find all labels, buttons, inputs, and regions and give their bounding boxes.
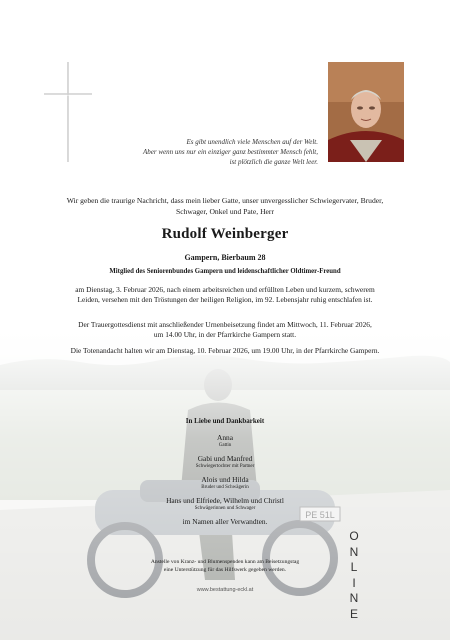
intro-paragraph: Wir geben die traurige Nachricht, dass mein lieber Gatte, unser unvergesslicher Schwiegervater, Bruder, Schwager, Onkel und Pate, Herr [66, 196, 384, 216]
wake-notice: Die Totenandacht halten wir am Dienstag, 10. Februar 2026, um 19.00 Uhr, in der Pfarrkirche Gampern. [70, 346, 380, 355]
online-letter: I [352, 575, 356, 590]
online-letter: N [349, 591, 359, 605]
donation-note [0, 558, 450, 574]
funeral-notice [0, 320, 450, 340]
online-letter: O [349, 529, 359, 543]
family-closing: im Namen aller Verwandten. [182, 517, 268, 526]
family-member-names: Alois und Hilda [201, 475, 249, 484]
family-member-names: Hans und Elfriede, Wilhelm und Christl [166, 496, 284, 505]
online-letter: E [349, 606, 358, 621]
family-member-relation: Schwägerinnen und Schwager [194, 506, 256, 511]
website-link[interactable]: www.bestattung-eckl.at [196, 587, 254, 593]
portrait-photo [328, 62, 404, 162]
memorial-quote [78, 137, 318, 167]
donation-line: Anstelle von Kranz- und Blumenspenden kann am Beisetzungstag [150, 559, 300, 565]
death-paragraph: am Dienstag, 3. Februar 2026, nach einem arbeitsreichen und erfüllten Leben und kurzem, schwerem Leiden, versehen mit den Tröstungen der heiligen Religion, im 92. Lebensjahr ruhig entschlafen ist. [75, 285, 375, 304]
quote-line: ist plötzlich die ganze Welt leer. [229, 158, 318, 166]
death-notice [0, 285, 450, 305]
intro-text [0, 196, 450, 217]
membership-line: Mitglied des Seniorenbundes Gampern und leidenschaftlicher Oldtimer-Freund [109, 268, 341, 275]
online-vertical-label [345, 529, 363, 622]
family-heading: In Liebe und Dankbarkeit [185, 417, 265, 425]
family-section [0, 417, 450, 526]
family-member-names: Anna [216, 433, 233, 442]
family-member-names: Gabi und Manfred [197, 454, 253, 463]
online-letter: N [349, 544, 359, 559]
family-member-relation: Schwiegertochter mit Partner [195, 464, 255, 469]
family-member-relation: Gattin [218, 443, 232, 448]
family-member-relation: Bruder und Schwägerin [201, 485, 249, 490]
funeral-paragraph: Der Trauergottesdienst mit anschließender Urnenbeisetzung findet am Mittwoch, 11. Februar 2026, um 14.00 Uhr, in der Pfarrkirche Gampern statt. [78, 320, 372, 339]
deceased-address: Gampern, Bierbaum 28 [184, 253, 266, 262]
deceased-name: Rudolf Weinberger [161, 226, 289, 242]
quote-line: Es gibt unendlich viele Menschen auf der Welt. [186, 138, 318, 146]
quote-line: Aber wenn uns nur ein einziger ganz bestimmter Mensch fehlt, [143, 148, 318, 156]
online-letter: L [350, 560, 358, 574]
donation-line: eine Unterstützung für das Hilfswerk gegeben werden. [163, 567, 287, 573]
